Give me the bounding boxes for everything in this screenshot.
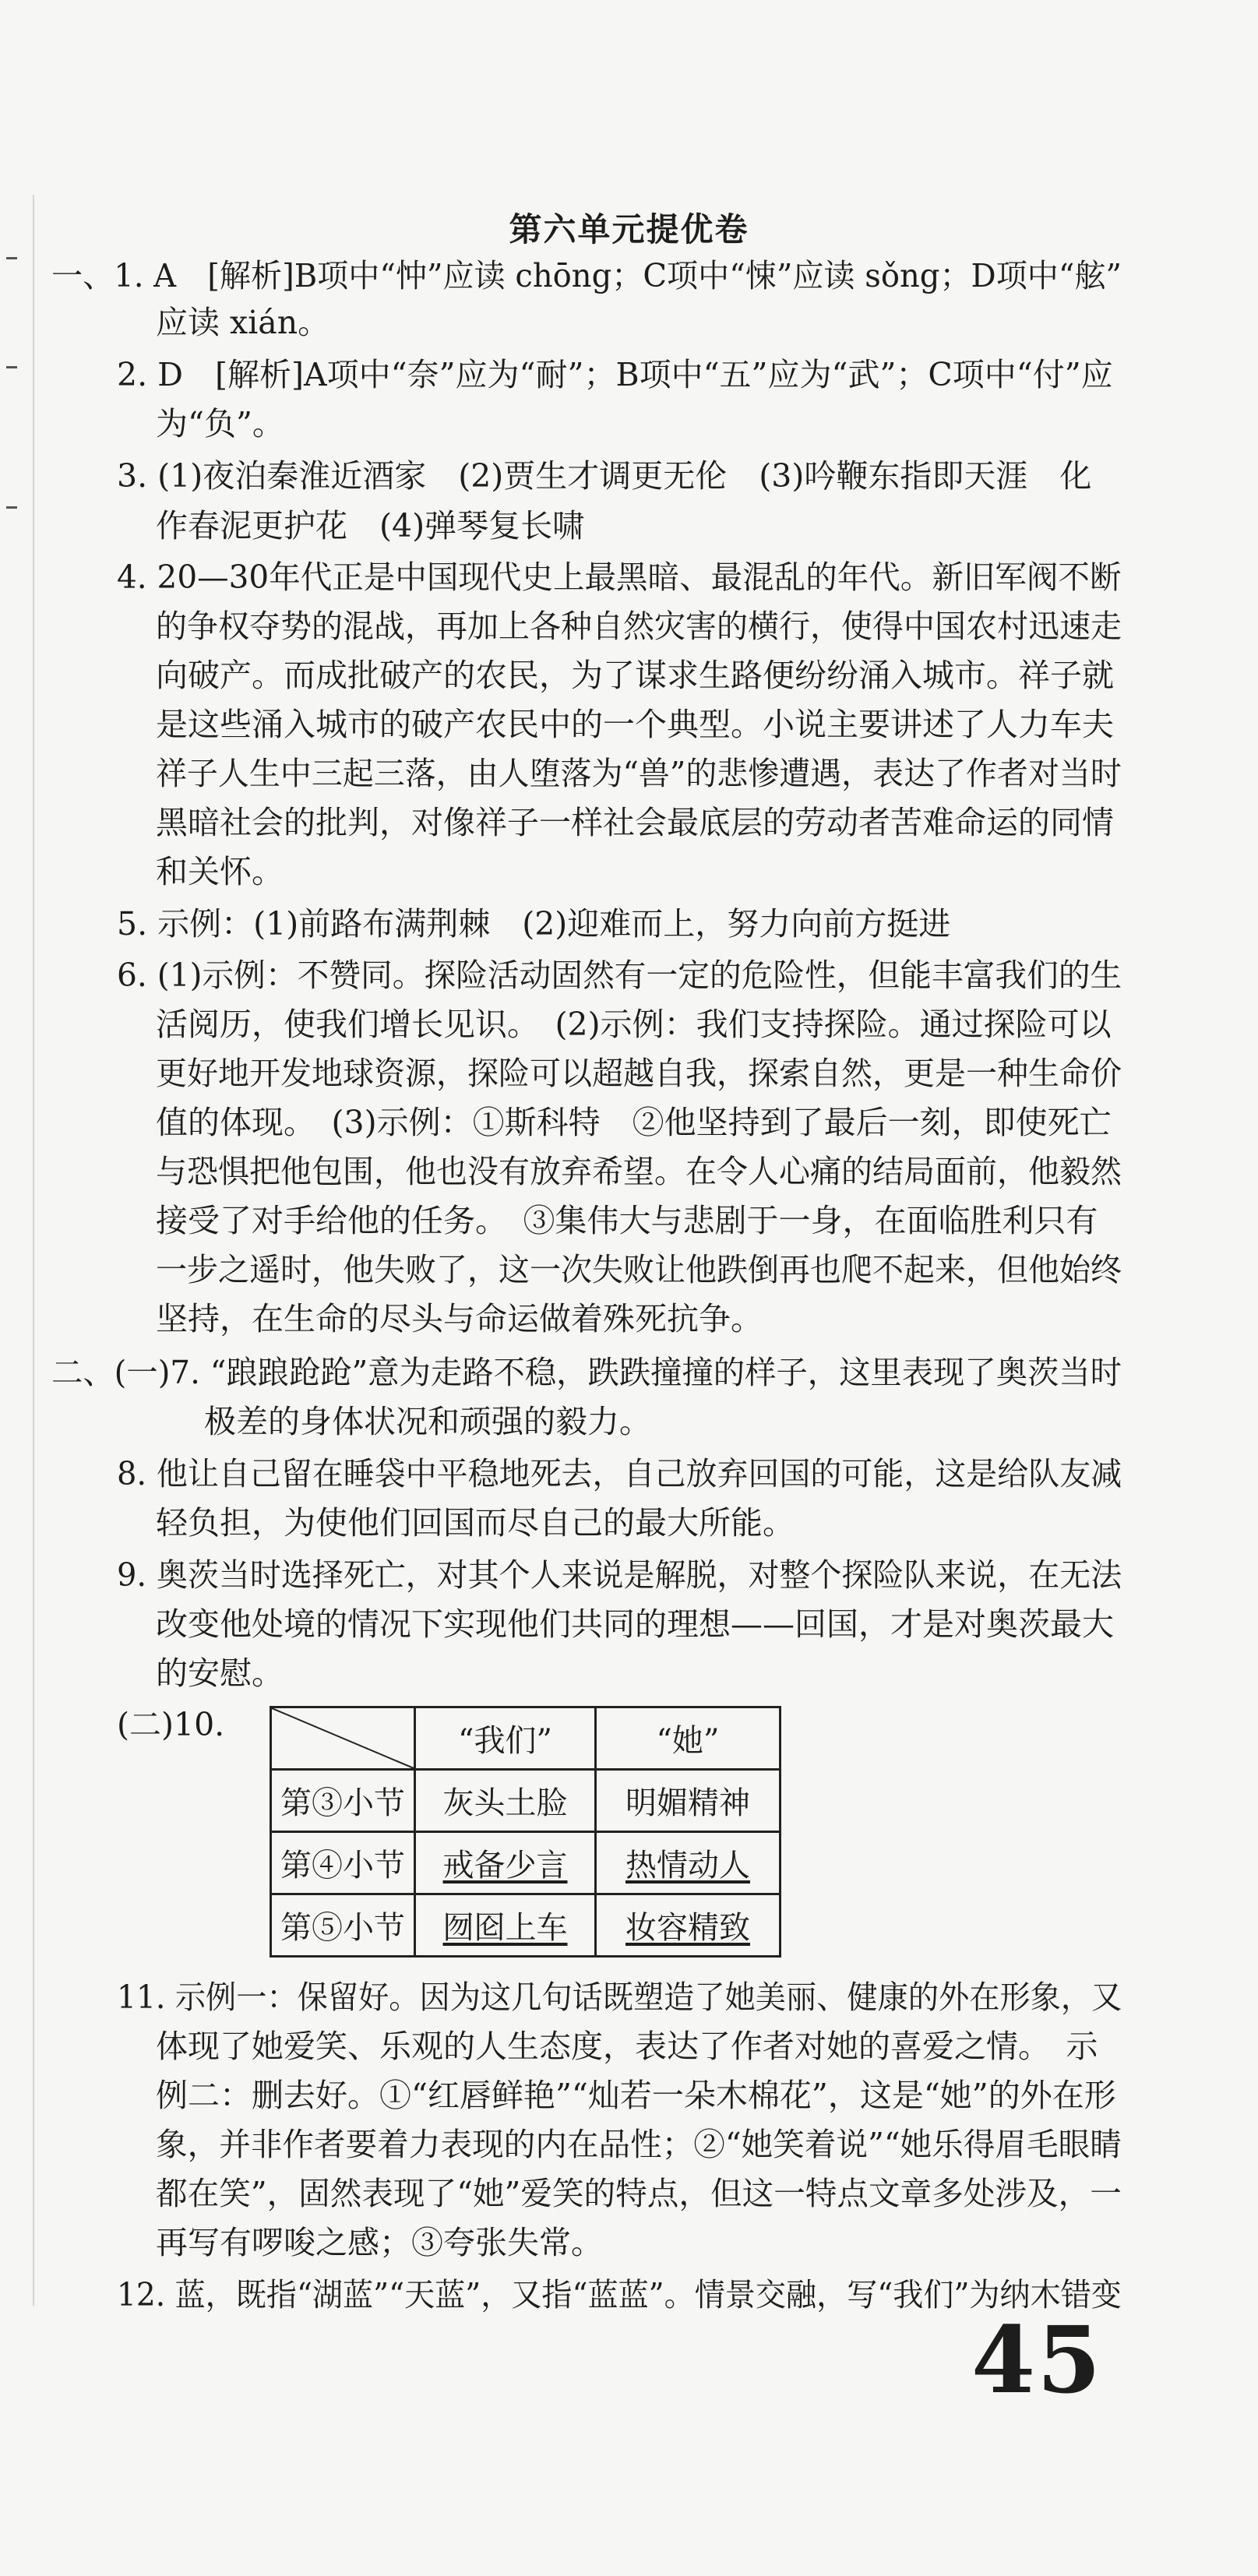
answer-line: 和关怀。	[156, 853, 284, 890]
answer-line: 接受了对手给他的任务。 ③集伟大与悲剧于一身，在面临胜利只有	[156, 1202, 1098, 1239]
answer-line: 2. D [解析]A项中“奈”应为“耐”；B项中“五”应为“武”；C项中“付”应	[117, 356, 1113, 393]
answer-line: 是这些涌入城市的破产农民中的一个典型。小说主要讲述了人力车夫	[156, 706, 1114, 743]
table-cell: 灰头土脸	[415, 1770, 596, 1832]
page-number: 45	[971, 2306, 1103, 2414]
answer-line: 作春泥更护花 (4)弹琴复长啸	[156, 507, 585, 544]
answer-line: 极差的身体状况和顽强的毅力。	[204, 1403, 651, 1440]
edge-mark	[6, 366, 17, 368]
answer-line: 改变他处境的情况下实现他们共同的理想——回国，才是对奥茨最大	[156, 1605, 1114, 1643]
answer-line: 例二：删去好。①“红唇鲜艳”“灿若一朵木棉花”，这是“她”的外在形	[156, 2077, 1116, 2114]
table-row	[271, 1894, 781, 1957]
answer-line: 象，并非作者要着力表现的内在品性；②“她笑着说”“她乐得眉毛眼睛	[156, 2126, 1122, 2163]
answer-line: 一、1. A [解析]B项中“忡”应读 chōng；C项中“悚”应读 sǒng；D项中“舷”	[51, 257, 1122, 294]
answer-line: 9. 奥茨当时选择死亡，对其个人来说是解脱，对整个探险队来说，在无法	[117, 1556, 1122, 1594]
answer-line: 坚持，在生命的尽头与命运做着殊死抗争。	[156, 1300, 763, 1337]
page-title: 第六单元提优卷	[509, 210, 749, 248]
table-row	[271, 1832, 781, 1894]
table-cell: 第④小节	[271, 1832, 415, 1894]
answer-line: 8. 他让自己留在睡袋中平稳地死去，自己放弃回国的可能，这是给队友减	[117, 1455, 1122, 1492]
table-cell	[415, 1894, 596, 1957]
table-header: “我们”	[415, 1707, 596, 1770]
answer-line: 都在笑”，固然表现了“她”爱笑的特点，但这一特点文章多处涉及，一	[156, 2175, 1122, 2212]
underlined-answer: 妆容精致	[625, 1910, 750, 1946]
answer-line: 的争权夺势的混战，再加上各种自然灾害的横行，使得中国农村迅速走	[156, 608, 1122, 645]
answer-line: 向破产。而成批破产的农民，为了谋求生路便纷纷涌入城市。祥子就	[156, 657, 1114, 694]
table-row	[271, 1770, 781, 1832]
answer-line: (二)10.	[117, 1706, 225, 1743]
underlined-answer: 囫囵上车	[442, 1910, 568, 1946]
table-cell	[596, 1894, 781, 1957]
table-corner-cell	[271, 1707, 415, 1770]
answer-line: 更好地开发地球资源，探险可以超越自我，探索自然，更是一种生命价	[156, 1055, 1122, 1092]
answer-line: 5. 示例：(1)前路布满荆棘 (2)迎难而上，努力向前方挺进	[117, 905, 951, 943]
answer-line: 3. (1)夜泊秦淮近酒家 (2)贾生才调更无伦 (3)吟鞭东指即天涯 化	[117, 457, 1092, 495]
table-cell: 明媚精神	[596, 1770, 781, 1832]
answer-line: 黑暗社会的批判，对像祥子一样社会最底层的劳动者苦难命运的同情	[156, 804, 1114, 841]
answer-line: 的安慰。	[156, 1654, 284, 1692]
answer-line: 12. 蓝，既指“湖蓝”“天蓝”，又指“蓝蓝”。情景交融，写“我们”为纳木错变	[117, 2276, 1122, 2313]
answer-line: 11. 示例一：保留好。因为这几句话既塑造了她美丽、健康的外在形象，又	[117, 1979, 1122, 2016]
answer-line: 一步之遥时，他失败了，这一次失败让他跌倒再也爬不起来，但他始终	[156, 1251, 1122, 1288]
table-cell	[596, 1832, 781, 1894]
table-cell	[415, 1832, 596, 1894]
answer-line: 轻负担，为使他们回国而尽自己的最大所能。	[156, 1504, 795, 1542]
answer-line: 4. 20—30年代正是中国现代史上最黑暗、最混乱的年代。新旧军阀不断	[117, 559, 1122, 596]
table-header: “她”	[596, 1707, 781, 1770]
answer-line: 值的体现。 (3)示例：①斯科特 ②他坚持到了最后一刻，即使死亡	[156, 1104, 1112, 1141]
underlined-answer: 热情动人	[625, 1848, 750, 1884]
table-header-row	[271, 1707, 781, 1770]
answer-line: 为“负”。	[156, 405, 284, 442]
answer-line: 6. (1)示例：不赞同。探险活动固然有一定的危险性，但能丰富我们的生	[117, 957, 1122, 994]
table-cell: 第⑤小节	[271, 1894, 415, 1957]
answer-line: 再写有啰唆之感；③夸张失常。	[156, 2224, 603, 2261]
answer-line: 祥子人生中三起三落，由人堕落为“兽”的悲惨遭遇，表达了作者对当时	[156, 755, 1122, 792]
answer-line: 二、(一)7. “踉踉跄跄”意为走路不稳，跌跌撞撞的样子，这里表现了奥茨当时	[51, 1354, 1122, 1391]
table-cell: 第③小节	[271, 1770, 415, 1832]
edge-mark	[6, 506, 17, 509]
answer-line: 体现了她爱笑、乐观的人生态度，表达了作者对她的喜爱之情。 示	[156, 2028, 1098, 2065]
underlined-answer: 戒备少言	[442, 1848, 568, 1884]
answer-table	[270, 1706, 781, 1958]
edge-mark	[6, 257, 17, 259]
answer-line: 应读 xián。	[156, 304, 330, 341]
margin-line	[33, 195, 34, 2306]
answer-line: 与恐惧把他包围，他也没有放弃希望。在令人心痛的结局面前，他毅然	[156, 1153, 1122, 1190]
answer-line: 活阅历，使我们增长见识。 (2)示例：我们支持探险。通过探险可以	[156, 1006, 1112, 1043]
